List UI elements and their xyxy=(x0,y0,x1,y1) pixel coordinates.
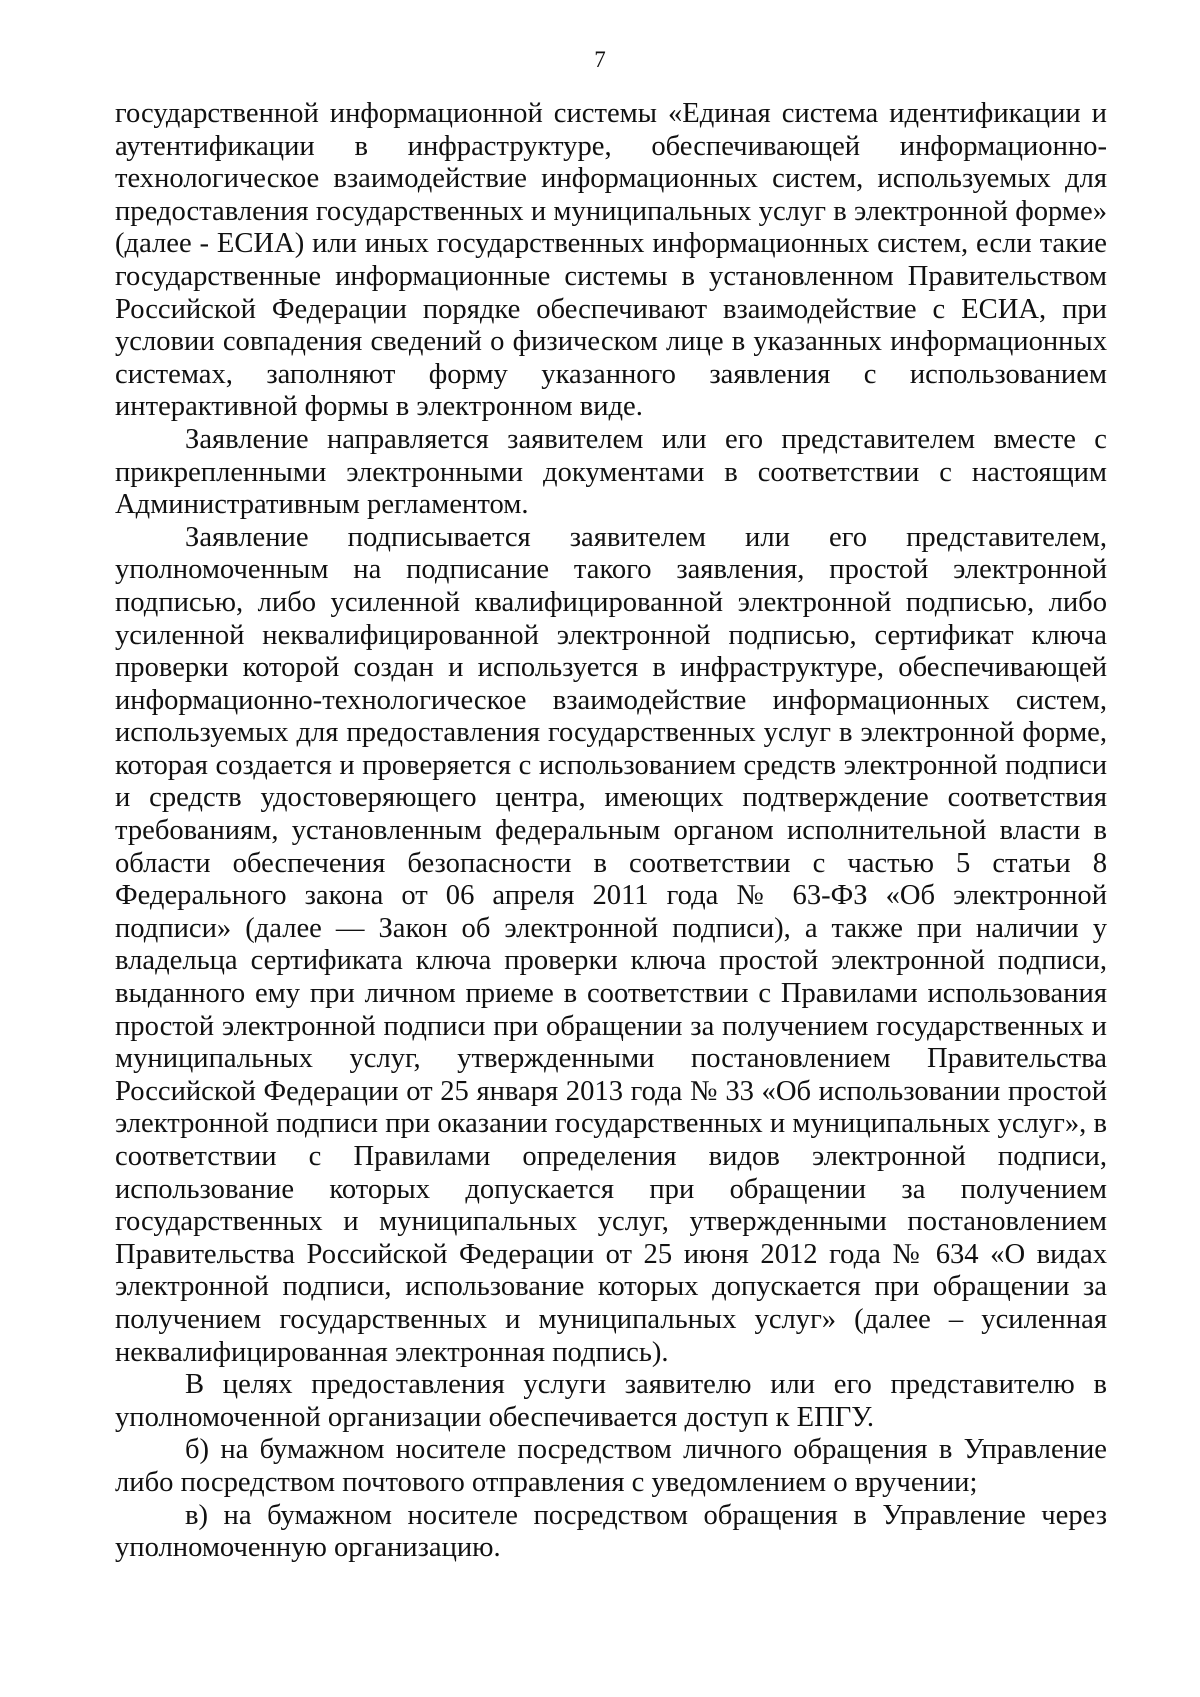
document-body xyxy=(115,98,1107,1565)
paragraph-item-b: б) на бумажном носителе посредством личного обращения в Управление либо посредством почтового отправления с уведомлением о вручении; xyxy=(115,1434,1107,1498)
paragraph-application-signature: Заявление подписывается заявителем или его представителем, уполномоченным на подписание такого заявления, простой электронной подписью, либо усиленной квалифицированной электронной подписью, либо усиленной неквалифицированной электронной подписью, сертификат ключа проверки которой создан и используется в инфраструктуре, обеспечивающей информационно-технологическое взаимодействие информационных систем, используемых для предоставления государственных услуг в электронной форме, которая создается и проверяется с использованием средств электронной подписи и средств удостоверяющего центра, имеющих подтверждение соответствия требованиям, установленным федеральным органом исполнительной власти в области обеспечения безопасности в соответствии с частью 5 статьи 8 Федерального закона от 06 апреля 2011 года № 63-ФЗ «Об электронной подписи» (далее — Закон об электронной подписи), а также при наличии у владельца сертификата ключа проверки ключа простой электронной подписи, выданного ему при личном приеме в соответствии с Правилами использования простой электронной подписи при обращении за получением государственных и муниципальных услуг, утвержденными постановлением Правительства Российской Федерации от 25 января 2013 года № 33 «Об использовании простой электронной подписи при оказании государственных и муниципальных услуг», в соответствии с Правилами определения видов электронной подписи, использование которых допускается при обращении за получением государственных и муниципальных услуг, утвержденными постановлением Правительства Российской Федерации от 25 июня 2012 года № 634 «О видах электронной подписи, использование которых допускается при обращении за получением государственных и муниципальных услуг» (далее – усиленная неквалифицированная электронная подпись). xyxy=(115,521,1107,1368)
page-number: 7 xyxy=(594,47,606,72)
paragraph-item-v: в) на бумажном носителе посредством обращения в Управление через уполномоченную организацию. xyxy=(115,1499,1107,1564)
paragraph-esia-continuation: государственной информационной системы «Единая система идентификации и аутентификации в инфраструктуре, обеспечивающей информационно-технологическое взаимодействие информационных систем, используемых для предоставления государственных и муниципальных услуг в электронной форме» (далее - ЕСИА) или иных государственных информационных систем, если такие государственные информационные системы в установленном Правительством Российской Федерации порядке обеспечивают взаимодействие с ЕСИА, при условии совпадения сведений о физическом лице в указанных информационных системах, заполняют форму указанного заявления с использованием интерактивной формы в электронном виде. xyxy=(115,98,1107,423)
paragraph-application-sent: Заявление направляется заявителем или его представителем вместе с прикрепленными электронными документами в соответствии с настоящим Административным регламентом. xyxy=(115,423,1107,521)
paragraph-epgu-access: В целях предоставления услуги заявителю или его представителю в уполномоченной организации обеспечивается доступ к ЕПГУ. xyxy=(115,1369,1107,1433)
